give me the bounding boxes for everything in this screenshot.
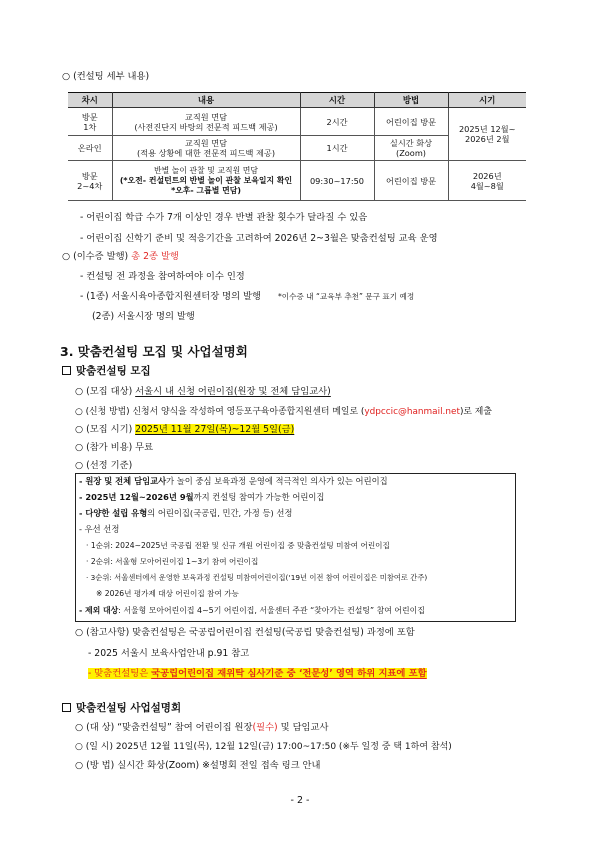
criteria-item: - 우선 선정 — [79, 524, 120, 534]
cell-method: 어린이집 방문 — [374, 108, 448, 136]
recruit-fee: ○ (참가 비용) 무료 — [75, 442, 154, 453]
briefing-target: ○ (대 상) “맞춤컨설팅” 참여 어린이집 원장(필수) 및 담임교사 — [75, 722, 329, 733]
criteria-item: - 2025년 12월~2026년 9월까지 컨설팅 참여가 가능한 어린이집 — [79, 492, 325, 502]
col-header: 시기 — [448, 93, 526, 108]
recruit-target: ○ (모집 대상) 서울시 내 신청 어린이집(원장 및 전체 담임교사) — [75, 386, 331, 397]
detail-note: - 어린이집 학급 수가 7개 이상인 경우 반별 관찰 횟수가 달라질 수 있음 — [80, 212, 368, 223]
priority-item: · 2순위: 서울형 모아어린이집 1~3기 참여 어린이집 — [86, 557, 259, 566]
priority-item: · 1순위: 2024~2025년 국공립 전환 및 신규 개원 어린이집 중 맞춤컨설팅 미참여 어린이집 — [86, 541, 390, 550]
criteria-item: - 제외 대상: 서울형 모아어린이집 4~5기 어린이집, 서울센터 주관 “찾아가는 컨설팅” 참여 어린이집 — [79, 606, 425, 615]
cell-content: 교직원 면담 (적용 상황에 대한 전문적 피드백 제공) — [112, 136, 300, 161]
checkbox-square-icon — [62, 703, 71, 712]
col-header: 차시 — [68, 93, 112, 108]
checkbox-square-icon — [62, 366, 71, 375]
subsection-title: 맞춤컨설팅 모집 — [62, 363, 151, 378]
subsection-title: 맞춤컨설팅 사업설명회 — [62, 700, 181, 715]
table-row — [68, 108, 526, 136]
cell-period: 2026년 4월~8월 — [448, 161, 526, 201]
cell-method: 어린이집 방문 — [374, 161, 448, 201]
criteria-item: - 원장 및 전체 담임교사가 놀이 중심 보육과정 운영에 적극적인 의사가 있는 어린이집 — [79, 476, 388, 486]
recruit-period: ○ (모집 시기) 2025년 11월 27일(목)~12월 5일(금) — [75, 424, 295, 435]
criteria-item: - 다양한 설립 유형의 어린이집(국공립, 민간, 가정 등) 선정 — [79, 508, 293, 518]
reference-highlight: - 맞춤컨설팅은 국공립어린이집 재위탁 심사기준 중 ‘전문성’ 영역 하위 지표에 포함 — [88, 668, 427, 679]
cell-content: 반별 놀이 관찰 및 교직원 면담 (*오전- 컨설턴트의 반별 놀이 관찰 보육일지 확인 *오후- 그룹별 면담) — [112, 161, 300, 201]
consulting-table — [68, 92, 526, 201]
section-title: 3. 맞춤컨설팅 모집 및 사업설명회 — [60, 344, 248, 359]
col-header: 방법 — [374, 93, 448, 108]
priority-item: · 3순위: 서울센터에서 운영한 보육과정 컨설팅 미참여어린이집(‘19년 이전 참여 어린이집은 미참여로 간주) — [86, 573, 428, 582]
cell-time: 2시간 — [300, 108, 374, 136]
detail-note: - 어린이집 신학기 준비 및 적응기간을 고려하여 2026년 2~3월은 맞춤컨설팅 교육 운영 — [80, 233, 438, 244]
cell-session: 방문 2~4차 — [68, 161, 112, 201]
recruit-method: ○ (신청 방법) 신청서 양식을 작성하여 영등포구육아종합지원센터 메일로 (ydpccic@hanmail.net)로 제출 — [75, 407, 492, 417]
page-number: - 2 - — [290, 795, 310, 806]
criteria-heading: ○ (선정 기준) — [75, 460, 133, 471]
cell-period: 2025년 12월~ 2026년 2월 — [448, 108, 526, 161]
briefing-method: ○ (방 법) 실시간 화상(Zoom) ※설명회 전일 접속 링크 안내 — [75, 760, 321, 771]
cell-time: 1시간 — [300, 136, 374, 161]
reference-sub: - 2025 서울시 보육사업안내 p.91 참고 — [88, 648, 250, 659]
cell-time: 09:30~17:50 — [300, 161, 374, 201]
table-header-row — [68, 93, 526, 108]
cell-content: 교직원 면담 (사전진단지 바탕의 전문적 피드백 제공) — [112, 108, 300, 136]
cell-session: 방문 1차 — [68, 108, 112, 136]
reference-line: ○ (참고사항) 맞춤컨설팅은 국공립어린이집 컨설팅(국공립 맞춤컨설팅) 과정에 포함 — [75, 627, 415, 638]
col-header: 시간 — [300, 93, 374, 108]
cell-method: 실시간 화상 (Zoom) — [374, 136, 448, 161]
priority-note: ※ 2026년 평가제 대상 어린이집 참여 가능 — [96, 589, 239, 598]
certificate-line: - 컨설팅 전 과정을 참여하여야 이수 인정 — [80, 271, 245, 282]
detail-heading: ○ (컨설팅 세부 내용) — [62, 71, 150, 82]
col-header: 내용 — [112, 93, 300, 108]
briefing-time: ○ (일 시) 2025년 12월 11일(목), 12월 12일(금) 17:00~17:50 (※두 일정 중 택 1하여 참석) — [75, 742, 452, 752]
cell-session: 온라인 — [68, 136, 112, 161]
certificate-line: (2종) 서울시장 명의 발행 — [92, 311, 195, 322]
certificate-heading: ○ (이수증 발행) 총 2종 발행 — [62, 251, 179, 262]
table-row — [68, 161, 526, 201]
certificate-line: - (1종) 서울시육아종합지원센터장 명의 발행 *이수증 내 “교육부 추천” 문구 표기 예정 — [80, 291, 415, 302]
